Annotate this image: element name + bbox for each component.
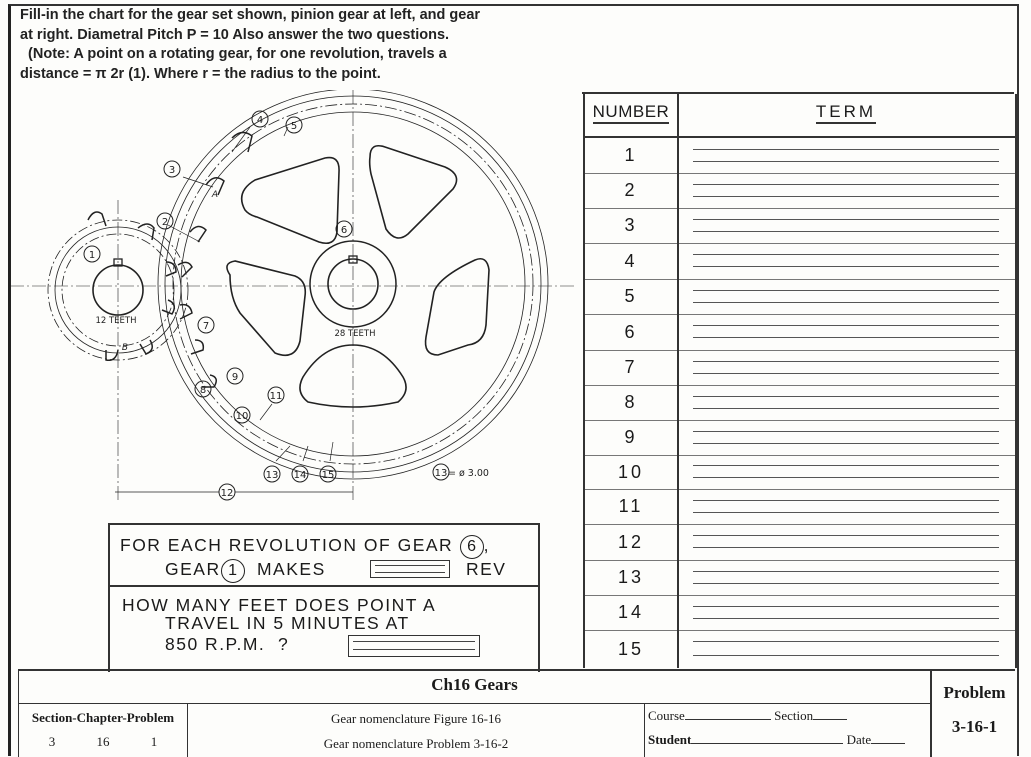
svg-text:9: 9: [231, 372, 239, 383]
instruction-line: (Note: A point on a rotating gear, for one revolution, travels a: [20, 46, 447, 62]
q2-line-2: TRAVEL IN 5 MINUTES AT: [165, 613, 410, 633]
term-input[interactable]: [693, 245, 999, 277]
svg-text:10: 10: [235, 411, 249, 422]
gear-6-ref: 6: [460, 535, 484, 559]
student-info: [646, 704, 930, 757]
row-number: 10: [585, 455, 679, 489]
term-table: [583, 94, 1017, 668]
section-chapter-problem: [19, 704, 188, 757]
callout-7: [198, 317, 214, 333]
student-label: Student: [648, 732, 692, 747]
table-row: [585, 595, 1015, 631]
gear-1-ref: 1: [221, 559, 245, 583]
term-input[interactable]: [693, 387, 999, 418]
instruction-line: distance = π 2r (1). Where r = the radius to the point.: [20, 65, 381, 82]
number-header: NUMBER: [585, 94, 679, 136]
callout-11: [268, 387, 284, 403]
svg-text:15: 15: [321, 470, 335, 481]
row-number: 13: [585, 560, 679, 595]
callout-14: [292, 466, 308, 482]
question-2: [110, 587, 538, 672]
callout-6: [336, 221, 352, 237]
row-number: 4: [585, 243, 679, 279]
table-row: [585, 208, 1015, 244]
date-label: Date: [846, 732, 872, 747]
svg-text:14: 14: [293, 470, 307, 481]
q1-text: FOR EACH REVOLUTION OF GEAR: [120, 535, 454, 555]
row-number: 7: [585, 350, 679, 385]
term-input[interactable]: [693, 562, 999, 593]
term-input[interactable]: [693, 597, 999, 628]
callout-4: [252, 111, 268, 127]
svg-text:11: 11: [269, 391, 283, 402]
instruction-line: Fill-in the chart for the gear set shown, pinion gear at left, and gear: [20, 7, 481, 23]
term-input[interactable]: [693, 175, 999, 206]
row-number: 15: [585, 630, 679, 668]
term-input[interactable]: [693, 210, 999, 241]
term-input[interactable]: [693, 632, 999, 666]
row-number: 9: [585, 420, 679, 455]
term-input[interactable]: [693, 140, 999, 171]
svg-text:7: 7: [202, 321, 210, 332]
q2-line-3: 850 R.P.M. ?: [165, 634, 290, 654]
term-input[interactable]: [693, 526, 999, 558]
table-row: [585, 560, 1015, 596]
references: [188, 704, 645, 757]
title-block: [18, 669, 1015, 757]
callout-9: [227, 368, 243, 384]
q1-answer-field[interactable]: [370, 560, 450, 578]
table-row: [585, 630, 1015, 668]
callout-3: [164, 161, 180, 177]
reference-2: Gear nomenclature Problem 3-16-2: [323, 736, 509, 751]
term-input[interactable]: [693, 422, 999, 453]
problem-label: Problem: [943, 683, 1006, 702]
instructions: [20, 6, 580, 84]
point-b-label: B: [121, 343, 129, 353]
instruction-line: at right. Diametral Pitch P = 10 Also answer the two questions.: [20, 26, 450, 43]
question-1: [110, 525, 538, 587]
svg-text:= ø 3.00: = ø 3.00: [448, 468, 489, 479]
svg-text:13: 13: [265, 470, 279, 481]
callout-1: [84, 246, 100, 262]
table-header: [585, 94, 1015, 138]
section-field[interactable]: [813, 719, 847, 720]
problem-number: 3-16-1: [951, 717, 998, 736]
row-number: 1: [585, 138, 679, 173]
dimension-note: [433, 464, 489, 480]
gear-set-drawing: [0, 90, 580, 520]
callout-12: [219, 484, 235, 500]
table-row: [585, 385, 1015, 421]
q1-text-3: MAKES: [256, 559, 326, 579]
svg-text:13: 13: [434, 468, 448, 479]
term-input[interactable]: [693, 352, 999, 383]
row-number: 14: [585, 595, 679, 630]
callout-15: [320, 466, 336, 482]
table-row: [585, 420, 1015, 456]
q1-comma: ,: [483, 535, 490, 555]
callout-13: [264, 466, 280, 482]
q2-answer-field[interactable]: [348, 635, 480, 657]
table-row: [585, 350, 1015, 386]
row-number: 11: [585, 489, 679, 524]
callout-10: [234, 407, 250, 423]
problem-value: 1: [150, 734, 158, 749]
term-input[interactable]: [693, 281, 999, 312]
pinion-teeth-label: 12 TEETH: [95, 316, 137, 326]
svg-text:3: 3: [168, 165, 176, 176]
gear-teeth-label: 28 TEETH: [334, 329, 376, 339]
callout-2: [157, 213, 173, 229]
section-label: Section: [774, 708, 814, 723]
svg-text:6: 6: [340, 225, 348, 236]
table-row: [585, 524, 1015, 561]
row-number: 2: [585, 173, 679, 208]
svg-text:2: 2: [161, 217, 169, 228]
svg-text:4: 4: [256, 115, 264, 126]
reference-1: Gear nomenclature Figure 16-16: [330, 711, 502, 726]
q2-line-1: HOW MANY FEET DOES POINT A: [122, 595, 437, 615]
table-row: [585, 173, 1015, 209]
svg-text:1: 1: [88, 250, 96, 261]
table-row: [585, 138, 1015, 174]
svg-text:12: 12: [220, 488, 234, 499]
row-number: 12: [585, 524, 679, 560]
course-label: Course: [648, 708, 685, 723]
term-input[interactable]: [693, 491, 999, 522]
course-field[interactable]: [685, 719, 771, 720]
date-field[interactable]: [871, 743, 905, 744]
table-row: [585, 455, 1015, 490]
table-row: [585, 314, 1015, 351]
term-header: TERM: [677, 94, 1015, 136]
table-row: [585, 279, 1015, 315]
section-value: 3: [48, 734, 56, 749]
table-row: [585, 243, 1015, 280]
term-input[interactable]: [693, 457, 999, 487]
q1-text-2: GEAR: [165, 559, 221, 579]
row-number: 6: [585, 314, 679, 350]
table-row: [585, 489, 1015, 525]
term-input[interactable]: [693, 316, 999, 348]
sheet-title: Ch16 Gears: [19, 671, 930, 704]
questions-box: [108, 523, 540, 672]
scp-header: Section-Chapter-Problem: [31, 710, 175, 725]
svg-text:5: 5: [290, 121, 298, 132]
row-number: 3: [585, 208, 679, 243]
student-field[interactable]: [691, 743, 843, 744]
rev-unit: REV: [466, 559, 507, 579]
svg-text:8: 8: [199, 385, 207, 396]
problem-number-box: [930, 671, 1017, 757]
row-number: 8: [585, 385, 679, 420]
point-a-label: A: [211, 190, 219, 200]
row-number: 5: [585, 279, 679, 314]
chapter-value: 16: [96, 734, 110, 749]
